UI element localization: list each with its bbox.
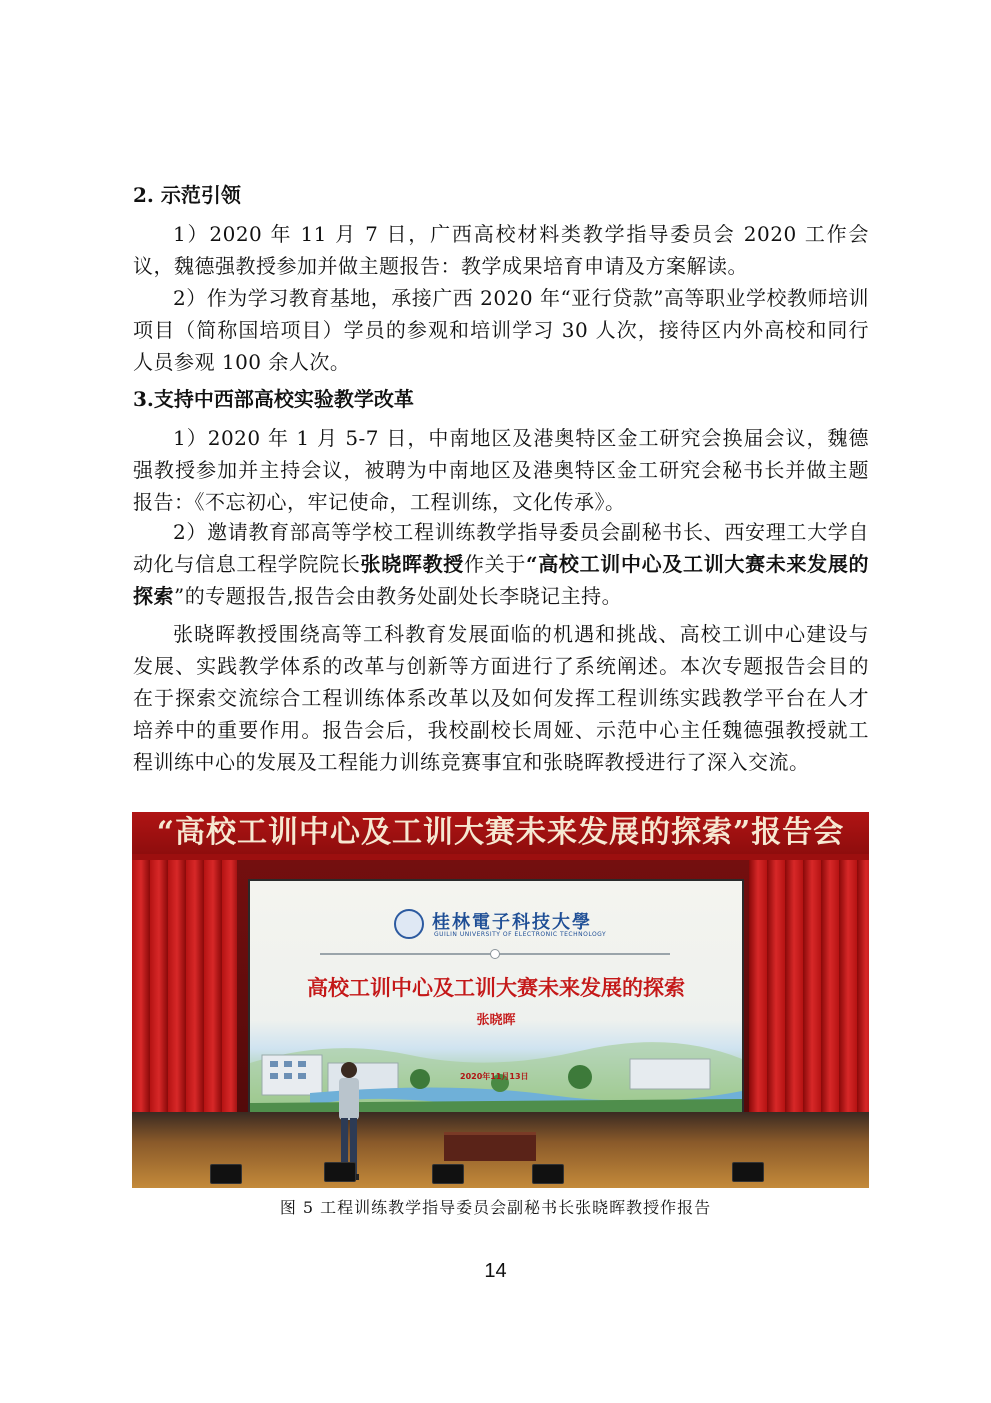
p2-text-a: 2）邀请教育部高等学校工程训练教学指导委员会副秘书长、西安理工大学自动化与信息工程学院院长 bbox=[133, 520, 869, 576]
projection-screen bbox=[248, 879, 744, 1123]
section-3-paragraph-2 bbox=[133, 516, 869, 612]
page-number: 14 bbox=[484, 1260, 507, 1282]
university-logo bbox=[394, 907, 607, 943]
stage-banner: “高校工训中心及工训大赛未来发展的探索”报告会 bbox=[132, 812, 869, 854]
speaker-name-bold: 张晓晖教授 bbox=[360, 552, 464, 576]
left-curtain bbox=[132, 850, 237, 1135]
right-curtain bbox=[749, 850, 869, 1135]
section-3-paragraph-3: 张晓晖教授围绕高等工科教育发展面临的机遇和挑战、高校工训中心建设与发展、实践教学体系的改革与创新等方面进行了系统阐述。本次专题报告会目的在于探索交流综合工程训练体系改革以及如何发挥工程训练实践教学平台在人才培养中的重要作用。报告会后，我校副校长周娅、示范中心主任魏德强教授就工程训练中心的发展及工程能力训练竞赛事宜和张晓晖教授进行了深入交流。 bbox=[133, 622, 869, 774]
slide-author: 张晓晖 bbox=[476, 1013, 516, 1028]
stage-speaker-5 bbox=[732, 1162, 764, 1182]
stage-speaker-2 bbox=[324, 1162, 356, 1182]
podium bbox=[444, 1132, 536, 1161]
slide-divider-dot bbox=[490, 949, 500, 959]
slide-date: 2020年11月13日 bbox=[460, 1072, 529, 1081]
stage-speaker-4 bbox=[532, 1164, 564, 1184]
section-3-heading: 3.支持中西部高校实验教学改革 bbox=[133, 387, 414, 411]
figure-caption: 图 5 工程训练教学指导委员会副秘书长张晓晖教授作报告 bbox=[279, 1198, 712, 1217]
report-title-bold: “高校工训中心及工训大赛未来发展的探索 bbox=[133, 552, 870, 608]
report-photo bbox=[132, 812, 869, 1188]
stage-speaker-3 bbox=[432, 1164, 464, 1184]
p2-text-e: ”的专题报告,报告会由教务处副处长李晓记主持。 bbox=[174, 584, 623, 608]
slide-title: 高校工训中心及工训大赛未来发展的探索 bbox=[307, 975, 685, 1000]
university-name-cn: 桂林電子科技大學 bbox=[432, 912, 592, 933]
stage-speaker-1 bbox=[210, 1164, 242, 1184]
section-2-paragraph-1: 1）2020 年 11 月 7 日，广西高校材料类教学指导委员会 2020 工作会议，魏德强教授参加并做主题报告：教学成果培育申请及方案解读。 bbox=[133, 222, 869, 278]
section-2-paragraph-2: 2）作为学习教育基地，承接广西 2020 年“亚行贷款”高等职业学校教师培训项目（简称国培项目）学员的参观和培训学习 30 人次，接待区内外高校和同行人员参观 100 余人次。 bbox=[133, 286, 869, 374]
p2-text-c: 作关于 bbox=[463, 552, 527, 576]
university-name-en: GUILIN UNIVERSITY OF ELECTRONIC TECHNOLOGY bbox=[434, 931, 607, 938]
section-3-paragraph-1: 1）2020 年 1 月 5-7 日，中南地区及港奥特区金工研究会换届会议，魏德强教授参加并主持会议，被聘为中南地区及港奥特区金工研究会秘书长并做主题报告：《不忘初心，牢记使命，工程训练，文化传承》。 bbox=[133, 426, 869, 514]
university-seal-icon bbox=[394, 909, 424, 939]
section-2-heading: 2. 示范引领 bbox=[133, 183, 241, 207]
